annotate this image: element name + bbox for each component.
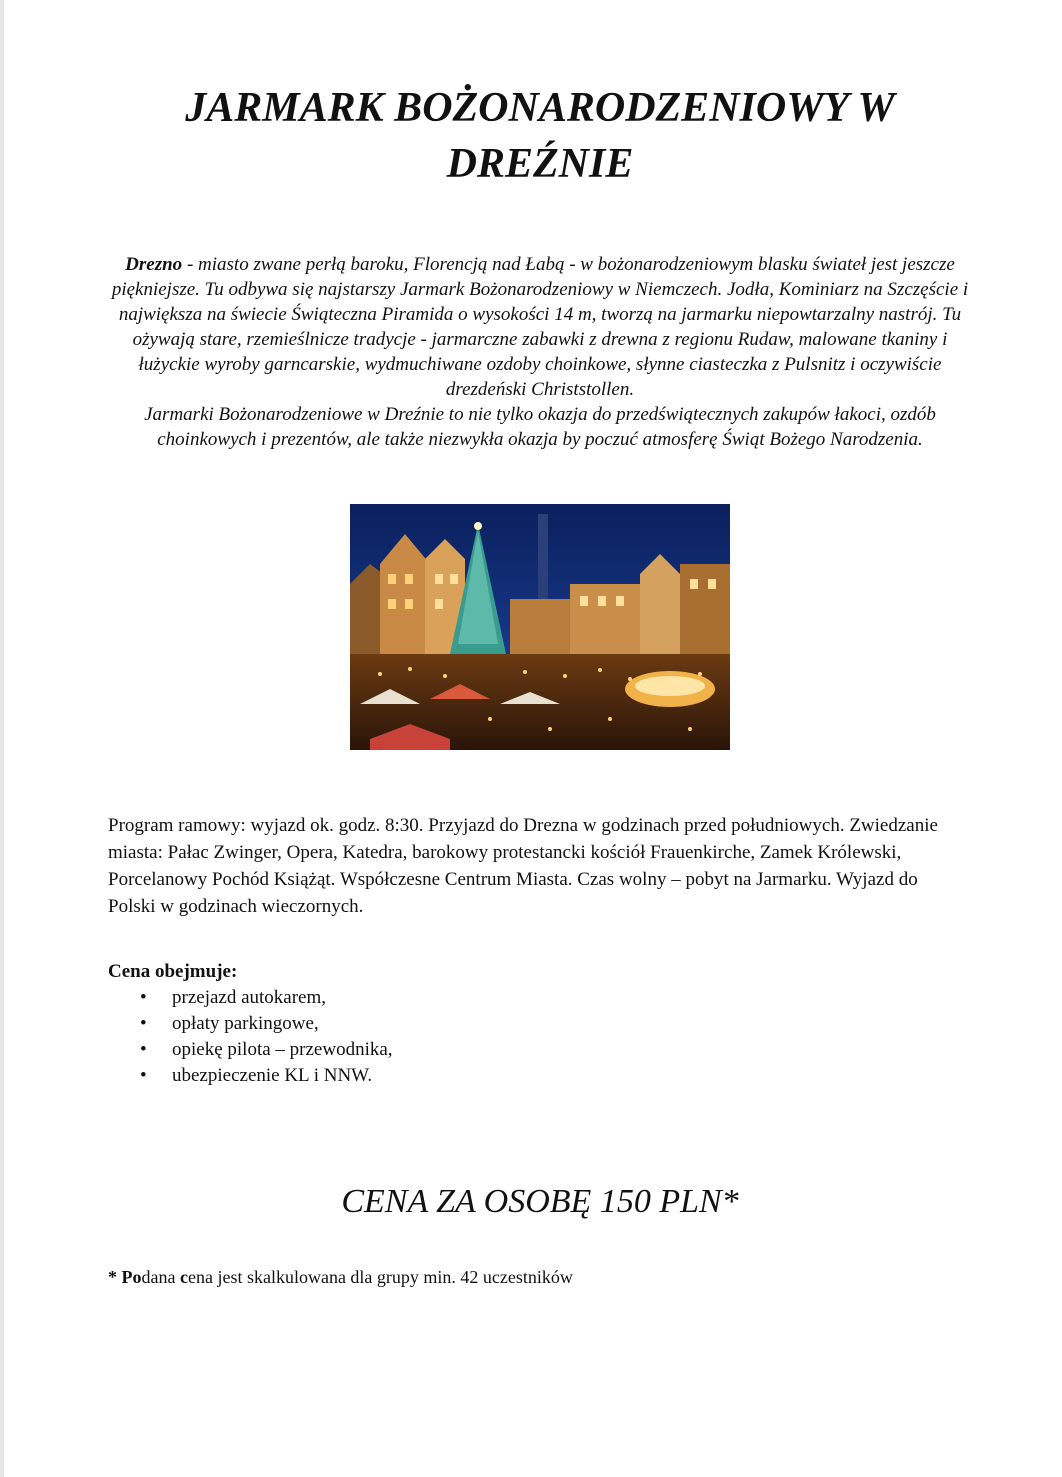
includes-list: [108, 985, 393, 1089]
program-paragraph: Program ramowy: wyjazd ok. godz. 8:30. Przyjazd do Drezna w godzinach przed południowych. Zwiedzanie miasta: Pałac Zwinger, Opera, Katedra, barokowy protestancki kościół Frauenkirche, Zamek Królewski, Porcelanowy Pochód Książąt. Współczesne Centrum Miasta. Czas wolny – pobyt na Jarmarku. Wyjazd do Polski w godzinach wieczornych.: [108, 815, 938, 917]
list-item: [108, 985, 393, 1011]
list-item: [108, 1063, 393, 1089]
christmas-market-photo: [350, 504, 730, 750]
intro-paragraph-1: [100, 252, 980, 402]
list-item: [108, 1011, 393, 1037]
list-item-text: przejazd autokarem,: [172, 987, 327, 1008]
includes-heading: Cena obejmuje:: [108, 961, 238, 982]
bullet: •: [140, 1039, 147, 1060]
bullet: •: [140, 1065, 147, 1086]
footnote-star: *: [108, 1267, 122, 1287]
footnote-text-2: ena jest skalkulowana dla grupy min. 42 uczestników: [187, 1267, 573, 1287]
list-item: [108, 1037, 393, 1063]
footnote-bold-1: Po: [121, 1267, 142, 1287]
list-item-text: opłaty parkingowe,: [172, 1013, 319, 1034]
page-edge: [0, 0, 4, 1477]
page-title-line-2: DREŹNIE: [446, 141, 634, 187]
price-heading: CENA ZA OSOBĘ 150 PLN*: [341, 1183, 739, 1220]
intro-paragraph-2: Jarmarki Bożonarodzeniowe w Dreźnie to nie tylko okazja do przedświątecznych zakupów łakoci, ozdób choinkowych i prezentów, ale także niezwykła okazja by poczuć atmosferę Świąt Bożego Narodzenia.: [144, 404, 936, 450]
price-footnote: [108, 1264, 573, 1290]
page-title-line-1: JARMARK BOŻONARODZENIOWY W: [185, 85, 895, 131]
intro-lead-rest: - miasto zwane perłą baroku, Florencją nad Łabą - w bożonarodzeniowym blasku świateł jest jeszcze piękniejsze. Tu odbywa się najstarszy Jarmark Bożonarodzeniowy w Niemczech. Jodła, Kominiarz na Szczęście i największa na świecie Świąteczna Piramida o wysokości 14 m, tworzą na jarmarku niepowtarzalny nastrój. Tu ożywają stare, rzemieślnicze tradycje - jarmarczne zabawki z drewna z regionu Rudaw, malowane tkaniny i łużyckie wyroby garncarskie, wydmuchiwane ozdoby choinkowe, słynne ciasteczka z Pulsnitz i oczywiście drezdeński Christstollen.: [111, 254, 969, 400]
bullet: •: [140, 1013, 147, 1034]
footnote-bold-2: c: [179, 1267, 188, 1287]
intro-text: [100, 252, 980, 452]
footnote-text-1: dana: [141, 1267, 180, 1287]
page-title: [80, 80, 1000, 192]
list-item-text: ubezpieczenie KL i NNW.: [172, 1065, 373, 1086]
intro-lead-bold: Drezno: [125, 254, 183, 275]
bullet: •: [140, 987, 147, 1008]
list-item-text: opiekę pilota – przewodnika,: [172, 1039, 393, 1060]
